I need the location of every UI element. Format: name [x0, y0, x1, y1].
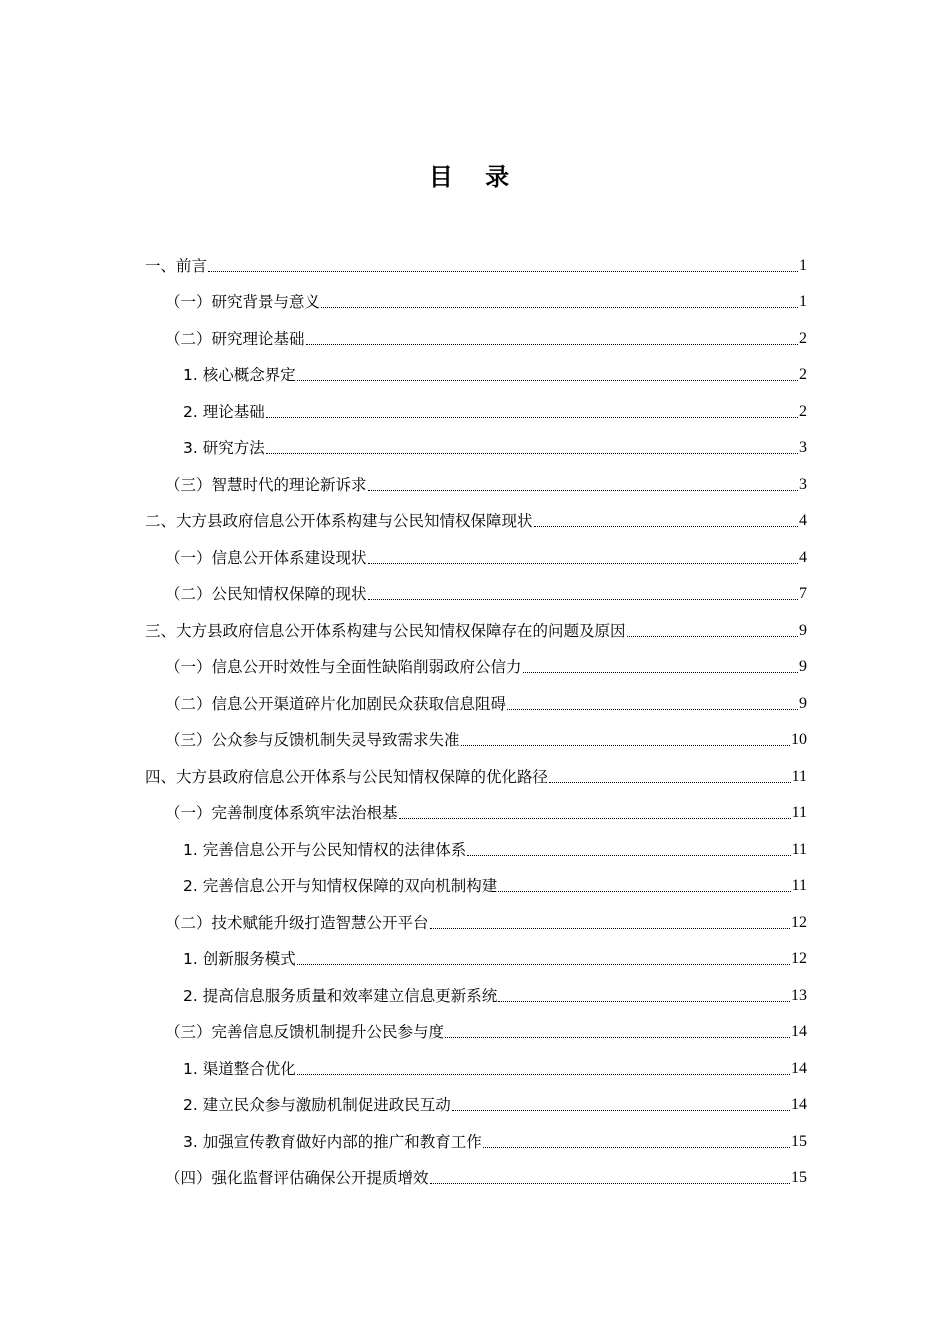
- toc-entry-label: 四、大方县政府信息公开体系与公民知情权保障的优化路径: [145, 767, 549, 786]
- page-title: 目 录: [428, 163, 522, 191]
- dot-leader: [507, 693, 798, 715]
- toc-entry[interactable]: [145, 824, 807, 861]
- toc-entry-label: 2. 提高信息服务质量和效率建立信息更新系统: [183, 986, 498, 1005]
- toc-page-number: 4: [799, 512, 807, 529]
- toc-entry[interactable]: [145, 678, 807, 715]
- toc-entry-label: 2. 完善信息公开与知情权保障的双向机制构建: [183, 877, 498, 895]
- toc-page-number: 15: [791, 1169, 807, 1186]
- toc-entry-label: 二、大方县政府信息公开体系构建与公民知情权保障现状: [145, 512, 533, 530]
- dot-leader: [306, 328, 798, 350]
- toc-entry-label: （一）研究背景与意义: [165, 293, 321, 311]
- dot-leader: [266, 437, 798, 459]
- dot-leader: [467, 839, 790, 861]
- toc-page-number: 10: [791, 731, 807, 748]
- toc-entry[interactable]: [145, 496, 807, 533]
- toc-entry[interactable]: [145, 1007, 807, 1044]
- dot-leader: [430, 912, 790, 934]
- dot-leader: [297, 948, 790, 970]
- toc-page-number: 3: [799, 439, 807, 456]
- toc-page-number: 11: [791, 767, 807, 785]
- toc-entry[interactable]: [145, 751, 807, 788]
- dot-leader: [549, 766, 791, 788]
- toc-entry[interactable]: [145, 897, 807, 934]
- toc-entry[interactable]: [145, 1116, 807, 1153]
- toc-page-number: 14: [791, 1096, 807, 1113]
- toc-page-number: 14: [791, 1023, 807, 1040]
- dot-leader: [534, 510, 798, 532]
- toc-entry-label: 三、大方县政府信息公开体系构建与公民知情权保障存在的问题及原因: [145, 621, 626, 640]
- toc-page-number: 12: [791, 913, 807, 931]
- toc-entry[interactable]: [145, 605, 807, 642]
- toc-entry[interactable]: [145, 386, 807, 423]
- toc-entry-label: （一）信息公开体系建设现状: [165, 548, 367, 567]
- toc-entry-label: （二）公民知情权保障的现状: [165, 585, 367, 603]
- dot-leader: [498, 875, 790, 897]
- toc-entry[interactable]: [145, 1043, 807, 1080]
- dot-leader: [627, 620, 798, 642]
- toc-page-number: 1: [799, 256, 807, 274]
- dot-leader: [430, 1167, 790, 1189]
- toc-entry[interactable]: [145, 423, 807, 460]
- toc-page-number: 9: [799, 694, 807, 712]
- toc-entry[interactable]: [145, 240, 807, 277]
- toc-entry[interactable]: [145, 934, 807, 971]
- dot-leader: [498, 985, 790, 1007]
- toc-page-number: 7: [799, 585, 807, 602]
- toc-entry-label: （三）公众参与反馈机制失灵导致需求失准: [165, 731, 460, 749]
- toc-entry-label: （二）研究理论基础: [165, 329, 305, 348]
- toc-entry[interactable]: [145, 1080, 807, 1117]
- toc-entry-label: 3. 研究方法: [183, 439, 265, 457]
- toc-entry-label: 1. 完善信息公开与公民知情权的法律体系: [183, 840, 467, 859]
- toc-page-number: 2: [799, 329, 807, 347]
- toc-entry-label: 2. 建立民众参与激励机制促进政民互动: [183, 1096, 451, 1114]
- dot-leader: [368, 583, 798, 605]
- toc-page-number: 11: [791, 877, 807, 894]
- toc-page-number: 13: [791, 986, 807, 1004]
- toc-entry[interactable]: [145, 715, 807, 752]
- dot-leader: [399, 802, 791, 824]
- dot-leader: [368, 547, 798, 569]
- toc-page-number: 1: [799, 293, 807, 310]
- toc-entry-label: （一）完善制度体系筑牢法治根基: [165, 804, 398, 822]
- toc-entry-label: （四）强化监督评估确保公开提质增效: [165, 1169, 429, 1187]
- toc-entry-label: （一）信息公开时效性与全面性缺陷削弱政府公信力: [165, 658, 522, 676]
- dot-leader: [297, 1058, 790, 1080]
- toc-page-number: 14: [791, 1059, 807, 1077]
- dot-leader: [266, 401, 798, 423]
- toc-entry[interactable]: [145, 459, 807, 496]
- toc-entry-label: 1. 核心概念界定: [183, 366, 296, 384]
- toc-entry[interactable]: [145, 532, 807, 569]
- dot-leader: [208, 255, 798, 277]
- toc-page-number: 2: [799, 402, 807, 420]
- toc-page-number: 3: [799, 475, 807, 493]
- dot-leader: [523, 656, 798, 678]
- toc-page-number: 11: [791, 804, 807, 821]
- toc-entry-label: 2. 理论基础: [183, 402, 265, 421]
- dot-leader: [297, 364, 798, 386]
- toc-page-number: 11: [791, 840, 807, 858]
- toc-page-number: 15: [791, 1132, 807, 1150]
- toc-entry[interactable]: [145, 277, 807, 314]
- toc-page-number: 4: [799, 548, 807, 566]
- toc-entry-label: 3. 加强宣传教育做好内部的推广和教育工作: [183, 1132, 482, 1151]
- toc-entry-label: 一、前言: [145, 256, 208, 275]
- dot-leader: [368, 474, 798, 496]
- dot-leader: [452, 1094, 790, 1116]
- dot-leader: [461, 729, 790, 751]
- toc-page-number: 12: [791, 950, 807, 967]
- toc-entry-label: （三）智慧时代的理论新诉求: [165, 475, 367, 494]
- toc-entry[interactable]: [145, 350, 807, 387]
- toc-page-number: 2: [799, 366, 807, 383]
- toc-entry[interactable]: [145, 642, 807, 679]
- toc-entry[interactable]: [145, 1153, 807, 1190]
- toc-entry[interactable]: [145, 313, 807, 350]
- dot-leader: [445, 1021, 790, 1043]
- toc-entry-label: 1. 渠道整合优化: [183, 1059, 296, 1078]
- table-of-contents: [145, 240, 807, 1189]
- dot-leader: [321, 291, 798, 313]
- toc-entry-label: （二）技术赋能升级打造智慧公开平台: [165, 913, 429, 932]
- toc-entry[interactable]: [145, 788, 807, 825]
- toc-entry-label: （二）信息公开渠道碎片化加剧民众获取信息阻碍: [165, 694, 507, 713]
- toc-entry-label: 1. 创新服务模式: [183, 950, 296, 968]
- toc-entry[interactable]: [145, 569, 807, 606]
- toc-page-number: 9: [799, 658, 807, 675]
- dot-leader: [483, 1131, 790, 1153]
- toc-entry-label: （三）完善信息反馈机制提升公民参与度: [165, 1023, 445, 1041]
- toc-page-number: 9: [799, 621, 807, 639]
- toc-entry[interactable]: [145, 861, 807, 898]
- toc-entry[interactable]: [145, 970, 807, 1007]
